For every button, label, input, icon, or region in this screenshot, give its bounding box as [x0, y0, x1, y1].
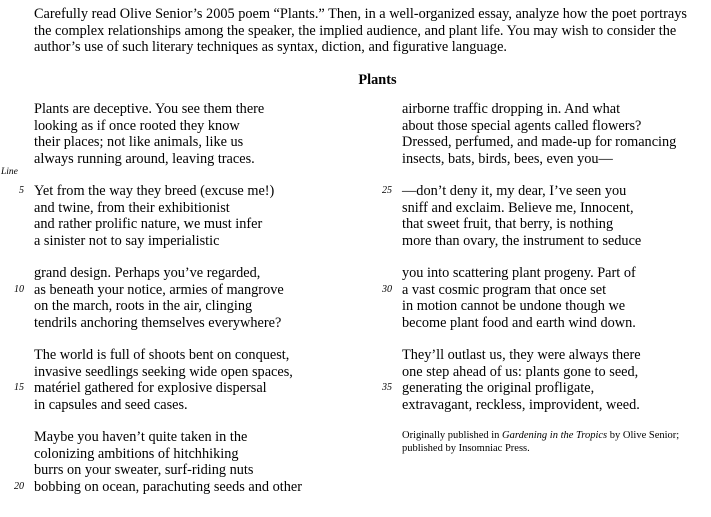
- stanza-7: [382, 183, 642, 249]
- line-number: 25: [382, 185, 392, 196]
- poem-title: Plants: [358, 72, 397, 88]
- line-number: 35: [382, 382, 392, 393]
- poem-line: burrs on your sweater, surf-riding nuts: [34, 462, 254, 478]
- line-number: 15: [14, 382, 24, 393]
- line-label: Line: [1, 167, 18, 177]
- poem-line: sniff and exclaim. Believe me, Innocent,: [402, 199, 634, 216]
- stanza-9: [382, 347, 641, 413]
- poem-line: in capsules and seed cases.: [34, 396, 188, 413]
- credit-suffix: by Olive Senior; published by Insomniac Press.: [402, 430, 680, 454]
- poem-line: airborne traffic dropping in. And what: [402, 101, 621, 117]
- line-number: 10: [14, 283, 24, 295]
- credit-prefix: Originally published in: [402, 430, 503, 441]
- poem-line: Plants are deceptive. You see them there: [34, 101, 265, 117]
- poem-line: The world is full of shoots bent on conquest,: [34, 347, 290, 363]
- stanza-3: [14, 265, 284, 331]
- poem-line: They’ll outlast us, they were always there: [402, 347, 641, 363]
- poem-line: colonizing ambitions of hitchhiking: [34, 445, 239, 462]
- stanza-6: [402, 101, 676, 167]
- publication-credit: [402, 430, 702, 455]
- poem-line: Maybe you haven’t quite taken in the: [34, 429, 248, 445]
- stanza-4: [14, 347, 293, 413]
- poem-line: you into scattering plant progeny. Part of: [402, 265, 636, 281]
- essay-prompt: Carefully read Olive Senior’s 2005 poem “Plants.” Then, in a well-organized essay, analyze how the poet portrays the complex relationships among the speaker, the implied audience, and plant life. You may wish to consider the author’s use of such literary techniques as syntax, diction, and figurative language.: [34, 6, 687, 55]
- stanza-5: [14, 429, 302, 495]
- poem-line: looking as if once rooted they know: [34, 117, 240, 134]
- poem-line: extravagant, reckless, improvident, weed.: [402, 396, 640, 413]
- poem-line: become plant food and earth wind down.: [402, 314, 636, 331]
- poem-line: 30 a vast cosmic program that once set: [402, 282, 636, 299]
- stanza-2: [19, 183, 275, 249]
- stanza-1: [34, 101, 264, 167]
- poem-line: invasive seedlings seeking wide open spaces,: [34, 363, 293, 380]
- poem-line: their places; not like animals, like us: [34, 134, 244, 150]
- poem-line: a sinister not to say imperialistic: [34, 232, 220, 249]
- line-number: 20: [14, 480, 24, 492]
- poem-line: that sweet fruit, that berry, is nothing: [402, 216, 614, 232]
- line-number: 5: [19, 185, 24, 196]
- poem-line: 10 as beneath your notice, armies of mangrove: [34, 282, 284, 299]
- poem-line: on the march, roots in the air, clinging: [34, 298, 253, 314]
- poem-line: in motion cannot be undone though we: [402, 298, 626, 314]
- credit-book-title: Gardening in the Tropics: [502, 430, 608, 441]
- poem-line: 5 Yet from the way they breed (excuse me!): [34, 183, 274, 200]
- poem-line: one step ahead of us: plants gone to seed,: [402, 363, 639, 380]
- poem-line: 15 matériel gathered for explosive dispersal: [34, 380, 293, 397]
- poem-line: tendrils anchoring themselves everywhere?: [34, 314, 282, 331]
- line-number: 30: [382, 283, 392, 295]
- poem-line: 25 —don’t deny it, my dear, I’ve seen you: [402, 183, 641, 200]
- stanza-8: [382, 265, 636, 331]
- poem-line: Dressed, perfumed, and made-up for romancing: [402, 134, 677, 150]
- poem-line: more than ovary, the instrument to seduce: [402, 232, 642, 249]
- poem-line: insects, bats, birds, bees, even you—: [402, 150, 613, 167]
- poem-line: about those special agents called flowers?: [402, 117, 642, 134]
- poem-line: and twine, from their exhibitionist: [34, 199, 230, 216]
- poem-line: 20 bobbing on ocean, parachuting seeds and other: [34, 479, 302, 496]
- poem-line: 35 generating the original profligate,: [402, 380, 641, 397]
- poem-line: always running around, leaving traces.: [34, 150, 255, 167]
- poem-line: grand design. Perhaps you’ve regarded,: [34, 265, 261, 281]
- poem-line: and rather prolific nature, we must infer: [34, 216, 263, 232]
